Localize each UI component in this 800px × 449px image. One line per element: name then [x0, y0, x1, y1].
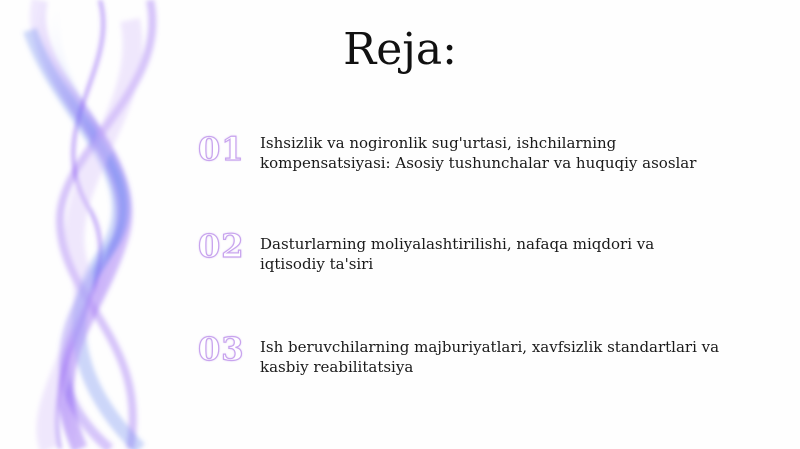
agenda-item-number: 01 [198, 130, 245, 168]
slide-title: Reja: [343, 24, 457, 75]
agenda-item [198, 131, 758, 191]
agenda-item-number: 02 [198, 227, 245, 265]
agenda-item [198, 331, 758, 391]
agenda-item [198, 228, 758, 288]
agenda-item-text: Ishsizlik va nogironlik sug'urtasi, ishchilarning kompensatsiyasi: Asosiy tushunchalar va huquqiy asoslar [260, 134, 697, 172]
agenda-item-text: Ish beruvchilarning majburiyatlari, xavfsizlik standartlari va kasbiy reabilitatsiya [260, 338, 720, 376]
decorative-ribbon-image [0, 0, 200, 449]
agenda-item-number: 03 [198, 330, 245, 368]
agenda-item-text: Dasturlarning moliyalashtirilishi, nafaqa miqdori va iqtisodiy ta'siri [260, 235, 655, 273]
